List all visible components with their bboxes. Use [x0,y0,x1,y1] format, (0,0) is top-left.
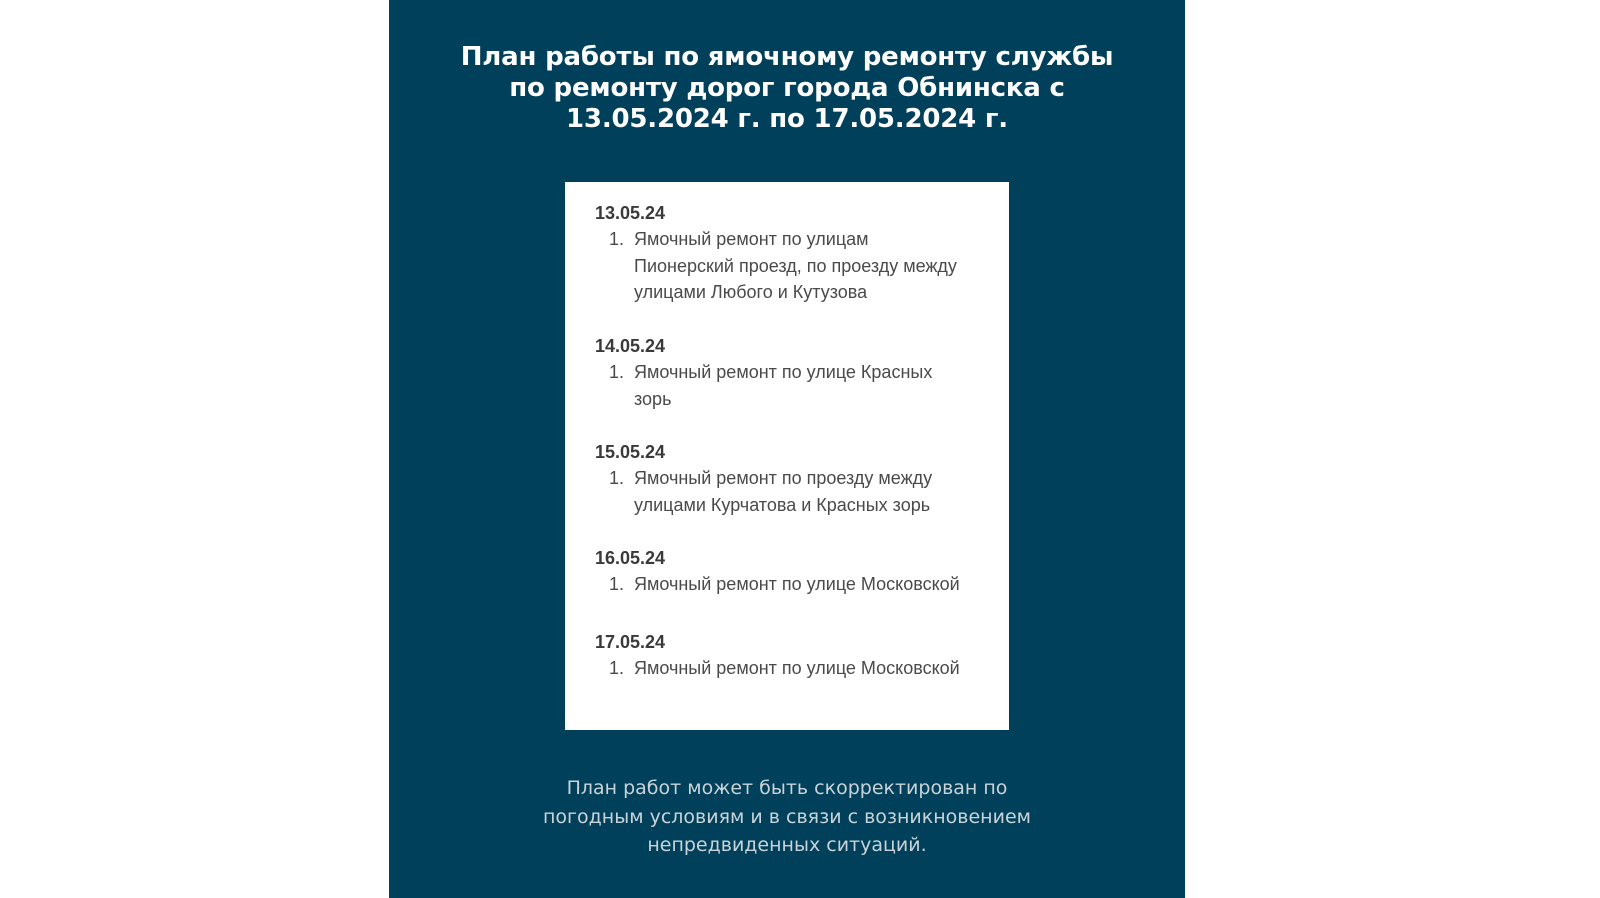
footer-line: погодным условиям и в связи с возникновением [543,805,1031,828]
entry-date: 14.05.24 [595,336,666,356]
list-item-line: Ямочный ремонт по проезду между [634,468,933,488]
entry-date: 15.05.24 [595,442,666,462]
entry-date: 17.05.24 [595,632,666,652]
list-item-number: 1. [609,658,625,678]
list-item [595,571,995,598]
list-item-line: Пионерский проезд, по проезду между [634,255,957,276]
footer-line: План работ может быть скорректирован по [566,777,1008,799]
entry-date: 13.05.24 [595,203,666,223]
list-item-line: Ямочный ремонт по улицам [634,229,869,249]
list-item-number: 1. [609,229,625,249]
poster-panel [389,0,1185,898]
schedule-entry [595,200,995,306]
list-item-line: улицами Любого и Кутузова [634,282,868,302]
list-item-line: улицами Курчатова и Красных зорь [634,494,931,515]
schedule-entry [595,545,995,598]
footer-note [389,774,1185,860]
entry-date: 16.05.24 [595,548,666,568]
list-item-line: Ямочный ремонт по улице Красных [634,362,933,382]
list-item [595,655,995,682]
title-line: План работы по ямочному ремонту службы [460,42,1114,72]
list-item [595,226,995,306]
list-item-line: Ямочный ремонт по улице Московской [634,658,960,678]
list-item-number: 1. [609,468,625,488]
list-item [595,465,995,518]
list-item-number: 1. [609,362,625,382]
list-item-line: Ямочный ремонт по улице Московской [634,574,960,594]
schedule-entry [595,439,995,518]
page-title [389,42,1185,135]
schedule-card [565,182,1009,730]
list-item-line: зорь [634,388,672,409]
list-item-number: 1. [609,574,625,594]
schedule-entry [595,333,995,412]
footer-line: непредвиденных ситуаций. [647,834,927,856]
schedule-entry [595,629,995,682]
list-item [595,359,995,412]
title-line: по ремонту дорог города Обнинска с [509,73,1065,103]
title-line: 13.05.2024 г. по 17.05.2024 г. [566,104,1008,134]
